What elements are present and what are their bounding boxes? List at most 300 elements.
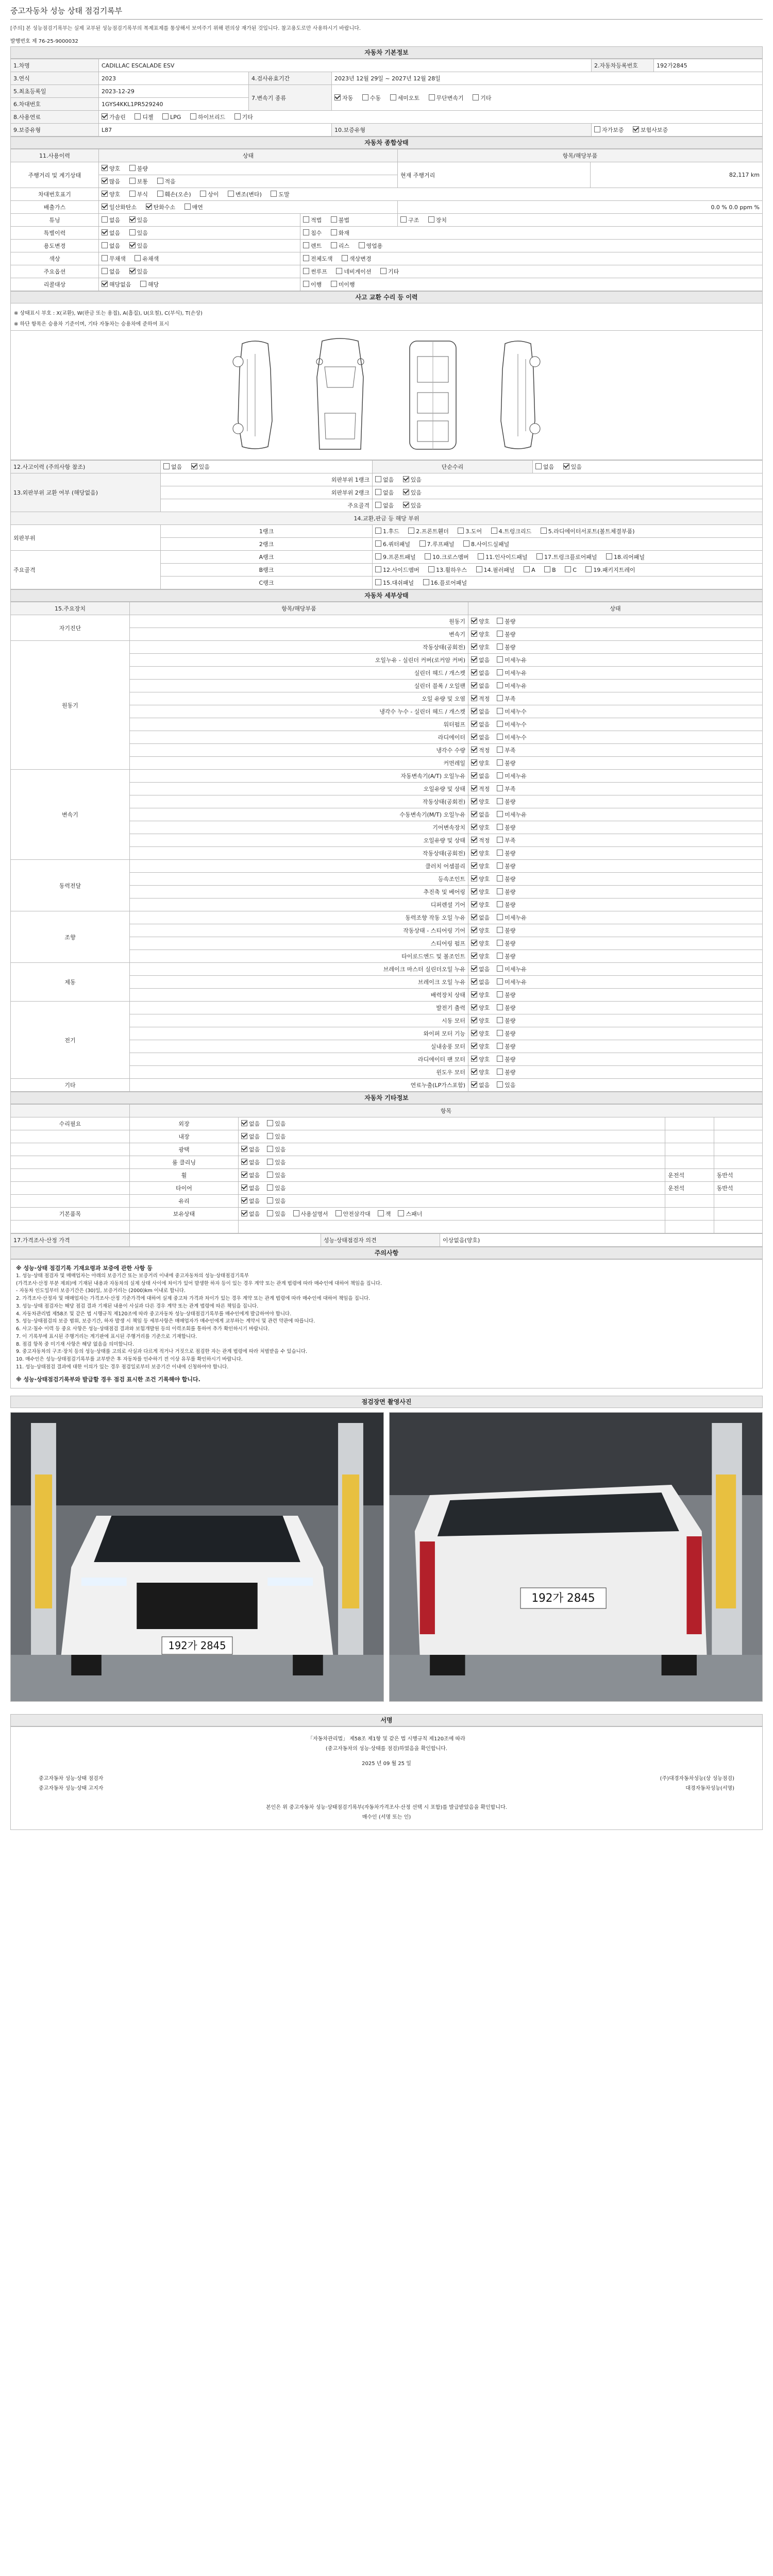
option-label: 양호 — [479, 760, 490, 767]
checkbox[interactable] — [303, 255, 309, 261]
checkbox[interactable] — [478, 553, 484, 560]
checkbox[interactable] — [471, 940, 477, 946]
detail-item-status — [468, 654, 763, 667]
option — [471, 631, 490, 638]
detail-item-label: 디퍼렌셜 기어 — [130, 899, 468, 911]
checkbox[interactable] — [471, 965, 477, 972]
checkbox[interactable] — [471, 1069, 477, 1075]
vin-marking-options — [99, 188, 763, 201]
checkbox[interactable] — [471, 708, 477, 714]
checkbox[interactable] — [241, 1210, 247, 1216]
fuel-options — [99, 111, 763, 124]
checkbox[interactable] — [267, 1146, 273, 1152]
option — [471, 863, 490, 870]
detail-header: 자동차 세부상태 — [10, 589, 763, 602]
detail-item-status — [468, 873, 763, 886]
checkbox[interactable] — [241, 1146, 247, 1152]
fuel-etc-checkbox[interactable] — [234, 113, 241, 120]
checkbox[interactable] — [375, 528, 381, 534]
checkbox[interactable] — [497, 1043, 503, 1049]
checkbox[interactable] — [400, 216, 407, 223]
checkbox[interactable] — [497, 682, 503, 688]
detail-item-status — [468, 1053, 763, 1066]
checkbox[interactable] — [471, 901, 477, 907]
checkbox[interactable] — [331, 281, 337, 287]
checkbox[interactable] — [497, 759, 503, 766]
option — [398, 1211, 422, 1217]
option-label: 양호 — [479, 799, 490, 805]
trans-etc-checkbox[interactable] — [473, 94, 479, 100]
checkbox[interactable] — [471, 772, 477, 778]
checkbox[interactable] — [471, 656, 477, 663]
checkbox[interactable] — [191, 463, 197, 469]
checkbox[interactable] — [497, 1081, 503, 1088]
checkbox[interactable] — [497, 965, 503, 972]
checkbox[interactable] — [497, 1004, 503, 1010]
checkbox[interactable] — [428, 566, 434, 572]
sign-date: 2025 년 09 월 25 일 — [362, 1761, 411, 1767]
checkbox[interactable] — [398, 1210, 404, 1216]
detail-item-label: 작동상태(공회전) — [130, 641, 468, 654]
option-label: 변조(변타) — [235, 191, 262, 198]
option — [471, 953, 490, 960]
detail-item-status — [468, 770, 763, 783]
mileage-amount-options — [99, 175, 398, 188]
option-label: 있음 — [275, 1185, 286, 1192]
checkbox[interactable] — [463, 540, 469, 547]
option-label: 없음 — [109, 268, 121, 275]
checkbox[interactable] — [497, 1017, 503, 1023]
checkbox[interactable] — [471, 1056, 477, 1062]
checkbox[interactable] — [129, 229, 136, 235]
other-item-options — [239, 1117, 665, 1130]
checkbox[interactable] — [335, 1210, 342, 1216]
checkbox[interactable] — [471, 1043, 477, 1049]
checkbox[interactable] — [102, 281, 108, 287]
part-label: 19.패키지트레이 — [593, 567, 635, 573]
checkbox[interactable] — [497, 811, 503, 817]
checkbox[interactable] — [497, 1030, 503, 1036]
checkbox[interactable] — [476, 566, 482, 572]
checkbox[interactable] — [497, 772, 503, 778]
detail-item-status — [468, 899, 763, 911]
checkbox[interactable] — [375, 566, 381, 572]
checkbox[interactable] — [563, 463, 569, 469]
checkbox[interactable] — [471, 927, 477, 933]
checkbox[interactable] — [497, 901, 503, 907]
checkbox[interactable] — [241, 1159, 247, 1165]
checkbox[interactable] — [271, 191, 277, 197]
checkbox[interactable] — [497, 940, 503, 946]
document — [10, 5, 763, 1830]
transmission-label: 7.변속기 종류 — [249, 85, 332, 111]
checkbox[interactable] — [102, 216, 108, 223]
option-label: 구조 — [408, 217, 419, 224]
warranty-self-checkbox[interactable] — [594, 126, 600, 132]
checkbox[interactable] — [497, 1056, 503, 1062]
detail-item-status — [468, 963, 763, 976]
option — [497, 1082, 515, 1089]
checkbox[interactable] — [497, 888, 503, 894]
sign-line-1: 「자동차관리법」 제58조 제1항 및 같은 법 시행규칙 제120조에 따라 — [308, 1736, 465, 1742]
checkbox[interactable] — [129, 268, 136, 274]
detail-row — [11, 1079, 763, 1092]
part-label: 13.휠하우스 — [436, 567, 467, 573]
fuel-hybrid-checkbox[interactable] — [190, 113, 196, 120]
checkbox[interactable] — [606, 553, 612, 560]
other-row — [11, 1130, 763, 1143]
option-label: 불량 — [505, 889, 516, 895]
caution-line: 11. 성능·상태점검 결과에 대한 이의가 있는 경우 점검일로부터 보증기간 이내에 신청하여야 합니다. — [16, 1364, 229, 1370]
checkbox[interactable] — [585, 566, 592, 572]
detail-item-status — [468, 821, 763, 834]
checkbox[interactable] — [303, 281, 309, 287]
checkbox[interactable] — [375, 540, 381, 547]
option — [471, 1005, 490, 1011]
general-col-2: 상태 — [99, 149, 398, 162]
checkbox[interactable] — [471, 837, 477, 843]
caution-header: 주의사항 — [10, 1247, 763, 1259]
option — [497, 747, 515, 754]
checkbox[interactable] — [241, 1184, 247, 1191]
option — [471, 644, 490, 651]
checkbox[interactable] — [102, 178, 108, 184]
checkbox[interactable] — [471, 759, 477, 766]
option-label: 양호 — [479, 902, 490, 908]
checkbox[interactable] — [303, 268, 309, 274]
checkbox[interactable] — [102, 191, 108, 197]
checkbox[interactable] — [471, 631, 477, 637]
caution-line: 2. 가격조사·산정자 및 매매업자는 가격조사·산정 기준가격에 대하여 실제 중고차 가격과 차이가 있는 경우 계약 또는 관계 법령에 따라 매수인에 대하여 책임을 집니다. — [16, 1296, 371, 1302]
checkbox[interactable] — [419, 540, 426, 547]
checkbox[interactable] — [375, 502, 381, 508]
emission-label: 배출가스 — [11, 201, 99, 214]
option-label: 전체도색 — [311, 256, 333, 262]
option — [497, 644, 515, 651]
detail-item-status — [468, 628, 763, 641]
checkbox[interactable] — [267, 1172, 273, 1178]
checkbox[interactable] — [129, 178, 136, 184]
checkbox[interactable] — [471, 850, 477, 856]
checkbox[interactable] — [241, 1197, 247, 1204]
checkbox[interactable] — [303, 242, 309, 248]
checkbox[interactable] — [135, 255, 141, 261]
rear-plate-text: 192가 2845 — [531, 1592, 595, 1605]
checkbox[interactable] — [241, 1133, 247, 1139]
checkbox[interactable] — [536, 553, 543, 560]
recall-label: 리콜대상 — [11, 278, 99, 291]
detail-item-status — [468, 834, 763, 847]
sign-box — [10, 1726, 763, 1830]
accident-history-options — [161, 461, 373, 473]
checkbox[interactable] — [497, 875, 503, 882]
option-label: 양호 — [479, 1056, 490, 1063]
trans-manual-checkbox[interactable] — [362, 94, 368, 100]
part-label: 6.쿼터패널 — [383, 541, 410, 548]
checkbox[interactable] — [425, 553, 431, 560]
option-label: 적정 — [479, 696, 490, 702]
checkbox[interactable] — [267, 1197, 273, 1204]
checkbox[interactable] — [471, 1030, 477, 1036]
option-label: 썬루프 — [311, 268, 327, 275]
checkbox[interactable] — [471, 798, 477, 804]
checkbox[interactable] — [471, 618, 477, 624]
checkbox[interactable] — [471, 862, 477, 869]
checkbox[interactable] — [267, 1210, 273, 1216]
checkbox[interactable] — [458, 528, 464, 534]
checkbox[interactable] — [102, 229, 108, 235]
checkbox[interactable] — [497, 695, 503, 701]
detail-item-status — [468, 924, 763, 937]
car-left-side-diagram — [232, 338, 278, 452]
legend-line-2: ※ 하단 항목은 승용차 기준이며, 기타 자동차는 승용차에 준하여 표시 — [14, 321, 169, 327]
checkbox[interactable] — [403, 502, 409, 508]
other-side-passenger — [714, 1208, 762, 1221]
checkbox[interactable] — [102, 242, 108, 248]
option — [241, 1146, 260, 1153]
checkbox[interactable] — [129, 191, 136, 197]
detail-item-label: 워터펌프 — [130, 718, 468, 731]
checkbox[interactable] — [129, 216, 136, 223]
checkbox[interactable] — [544, 566, 550, 572]
car-front-top-diagram — [309, 336, 371, 454]
panel-exchange-label: 13.외판부위 교환 여부 (해당없음) — [11, 473, 161, 512]
checkbox[interactable] — [471, 824, 477, 830]
checkbox[interactable] — [378, 1210, 384, 1216]
checkbox[interactable] — [375, 476, 381, 482]
option — [471, 721, 490, 728]
other-row — [11, 1182, 763, 1195]
checkbox[interactable] — [497, 824, 503, 830]
checkbox[interactable] — [497, 734, 503, 740]
caution-line: 7. 이 기록부에 표시된 주행거리는 계기판에 표시된 주행거리를 기준으로 기재합니다. — [16, 1333, 197, 1340]
option-label: 없음 — [249, 1185, 260, 1192]
checkbox[interactable] — [471, 1081, 477, 1088]
checkbox[interactable] — [471, 978, 477, 985]
checkbox[interactable] — [471, 953, 477, 959]
detail-item-status — [468, 744, 763, 757]
part-label: 2.프론트휀더 — [416, 528, 449, 535]
option-label: 없음 — [249, 1146, 260, 1153]
checkbox[interactable] — [228, 191, 234, 197]
checkbox[interactable] — [157, 178, 163, 184]
part-label: C — [573, 567, 577, 573]
checkbox[interactable] — [403, 489, 409, 495]
checkbox[interactable] — [497, 862, 503, 869]
checkbox[interactable] — [184, 204, 191, 210]
checkbox[interactable] — [375, 489, 381, 495]
checkbox[interactable] — [497, 721, 503, 727]
checkbox[interactable] — [359, 242, 365, 248]
checkbox[interactable] — [497, 708, 503, 714]
checkbox[interactable] — [267, 1184, 273, 1191]
option — [267, 1211, 285, 1217]
checkbox[interactable] — [497, 798, 503, 804]
caution-footer: ※ 성능·상태점검기록부와 발급할 경우 점검 표시한 조건 기록해야 합니다. — [16, 1376, 200, 1383]
checkbox[interactable] — [129, 165, 136, 171]
checkbox[interactable] — [267, 1159, 273, 1165]
checkbox[interactable] — [471, 747, 477, 753]
detail-item-label: 작동상태(공회전) — [130, 795, 468, 808]
fuel-lpg-checkbox[interactable] — [162, 113, 169, 120]
checkbox[interactable] — [497, 618, 503, 624]
other-group-label — [11, 1221, 130, 1233]
checkbox[interactable] — [375, 579, 381, 585]
trans-semi-checkbox[interactable] — [390, 94, 396, 100]
checkbox[interactable] — [497, 850, 503, 856]
checkbox[interactable] — [471, 682, 477, 688]
checkbox[interactable] — [293, 1210, 299, 1216]
option-label: 안전삼각대 — [343, 1211, 371, 1217]
checkbox[interactable] — [303, 229, 309, 235]
option-label: 있음 — [198, 464, 210, 470]
option — [497, 696, 515, 702]
checkbox[interactable] — [303, 216, 309, 223]
checkbox[interactable] — [471, 1004, 477, 1010]
trans-cvt-checkbox[interactable] — [429, 94, 435, 100]
option — [497, 786, 515, 792]
other-group-label: 수리필요 — [11, 1117, 130, 1130]
checkbox[interactable] — [471, 695, 477, 701]
checkbox[interactable] — [497, 991, 503, 997]
accident-history-label: 12.사고이력 (주의사항 참조) — [11, 461, 161, 473]
checkbox[interactable] — [200, 191, 206, 197]
detail-item-label: 냉각수 누수 - 실린더 헤드 / 개스켓 — [130, 705, 468, 718]
checkbox[interactable] — [267, 1133, 273, 1139]
checkbox[interactable] — [241, 1120, 247, 1126]
checkbox[interactable] — [497, 747, 503, 753]
checkbox[interactable] — [471, 1017, 477, 1023]
other-group-label — [11, 1195, 130, 1208]
warranty-type-label: 10.보증유형 — [332, 124, 592, 137]
motor-value: L87 — [99, 124, 332, 137]
checkbox[interactable] — [541, 528, 547, 534]
fuel-diesel-checkbox[interactable] — [135, 113, 141, 120]
checkbox[interactable] — [375, 553, 381, 560]
year-value: 2023 — [99, 72, 249, 85]
detail-item-status — [468, 860, 763, 873]
side-label: 운전석 — [668, 1172, 685, 1179]
accident-table — [10, 460, 763, 589]
checkbox[interactable] — [497, 1069, 503, 1075]
checkbox[interactable] — [403, 476, 409, 482]
checkbox[interactable] — [471, 991, 477, 997]
recall-options — [99, 278, 300, 291]
checkbox[interactable] — [157, 191, 163, 197]
checkbox[interactable] — [524, 566, 530, 572]
checkbox[interactable] — [102, 165, 108, 171]
warranty-insurance-checkbox[interactable] — [633, 126, 639, 132]
option-label: 있음 — [275, 1211, 286, 1217]
notice-text: [주의] 본 성능점검기록부는 실제 교부된 성능점검기록부의 복제표제를 통상해서 보여주기 위해 편의상 재가된 것입니다. 참고용도로만 사용하시기 바랍니다. — [10, 26, 361, 31]
accident-header: 사고 교환 수리 등 이력 — [10, 291, 763, 303]
other-item-options — [239, 1156, 665, 1169]
checkbox[interactable] — [471, 875, 477, 882]
checkbox[interactable] — [471, 643, 477, 650]
checkbox[interactable] — [491, 528, 497, 534]
checkbox[interactable] — [428, 216, 434, 223]
checkbox[interactable] — [497, 643, 503, 650]
checkbox[interactable] — [102, 255, 108, 261]
checkbox[interactable] — [331, 229, 337, 235]
checkbox[interactable] — [497, 656, 503, 663]
checkbox[interactable] — [535, 463, 542, 469]
checkbox[interactable] — [408, 528, 414, 534]
checkbox[interactable] — [336, 268, 342, 274]
option-label: 네비게이션 — [344, 268, 372, 275]
fuel-gasoline-checkbox[interactable] — [102, 113, 108, 120]
checkbox[interactable] — [497, 914, 503, 920]
checkbox[interactable] — [471, 914, 477, 920]
option-label: 있음 — [275, 1121, 286, 1127]
option-label: 불량 — [505, 953, 516, 960]
fuel-option: LPG — [170, 114, 181, 121]
checkbox[interactable] — [102, 268, 108, 274]
checkbox[interactable] — [331, 216, 337, 223]
checkbox[interactable] — [163, 463, 170, 469]
checkbox[interactable] — [241, 1172, 247, 1178]
detail-item-label: 라디에이터 — [130, 731, 468, 744]
checkbox[interactable] — [497, 837, 503, 843]
option — [497, 837, 515, 844]
checkbox[interactable] — [102, 204, 108, 210]
buyer-signature-line: 매수인 (서명 또는 인) — [362, 1815, 411, 1821]
checkbox[interactable] — [497, 953, 503, 959]
checkbox[interactable] — [423, 579, 429, 585]
checkbox[interactable] — [342, 255, 348, 261]
part-label: 5.라디에이터서포트(볼트체결부품) — [548, 528, 635, 535]
checkbox[interactable] — [497, 631, 503, 637]
option-label: 적법 — [311, 217, 322, 224]
checkbox[interactable] — [497, 978, 503, 985]
detail-group-label: 제동 — [11, 963, 130, 1002]
option-label: 없음 — [479, 734, 490, 741]
option-label: 불량 — [505, 863, 516, 870]
checkbox[interactable] — [380, 268, 386, 274]
checkbox[interactable] — [471, 669, 477, 675]
other-item-label: 광택 — [130, 1143, 239, 1156]
other-side-driver — [665, 1156, 714, 1169]
other-row — [11, 1117, 763, 1130]
checkbox[interactable] — [565, 566, 571, 572]
checkbox[interactable] — [497, 785, 503, 791]
checkbox[interactable] — [140, 281, 146, 287]
inspector-opinion-label: 성능·상태점검자 의견 — [321, 1234, 440, 1247]
checkbox[interactable] — [497, 927, 503, 933]
detail-item-status — [468, 989, 763, 1002]
option-label: 없음 — [479, 683, 490, 689]
trans-auto-checkbox[interactable] — [334, 94, 341, 100]
option — [471, 837, 490, 844]
main-options-kind — [300, 265, 763, 278]
option — [497, 1069, 515, 1076]
part-label: 12.사이드멤버 — [383, 567, 419, 573]
option-label: 미세누유 — [505, 966, 527, 973]
checkbox[interactable] — [471, 785, 477, 791]
checkbox[interactable] — [471, 734, 477, 740]
checkbox[interactable] — [471, 888, 477, 894]
checkbox[interactable] — [129, 242, 136, 248]
checkbox[interactable] — [267, 1120, 273, 1126]
checkbox[interactable] — [471, 811, 477, 817]
side-label: 동반석 — [716, 1185, 733, 1192]
checkbox[interactable] — [471, 721, 477, 727]
checkbox[interactable] — [331, 242, 337, 248]
other-item-label: 휠 — [130, 1169, 239, 1182]
checkbox[interactable] — [146, 204, 152, 210]
checkbox[interactable] — [497, 669, 503, 675]
option-label: 미세누수 — [505, 721, 527, 728]
